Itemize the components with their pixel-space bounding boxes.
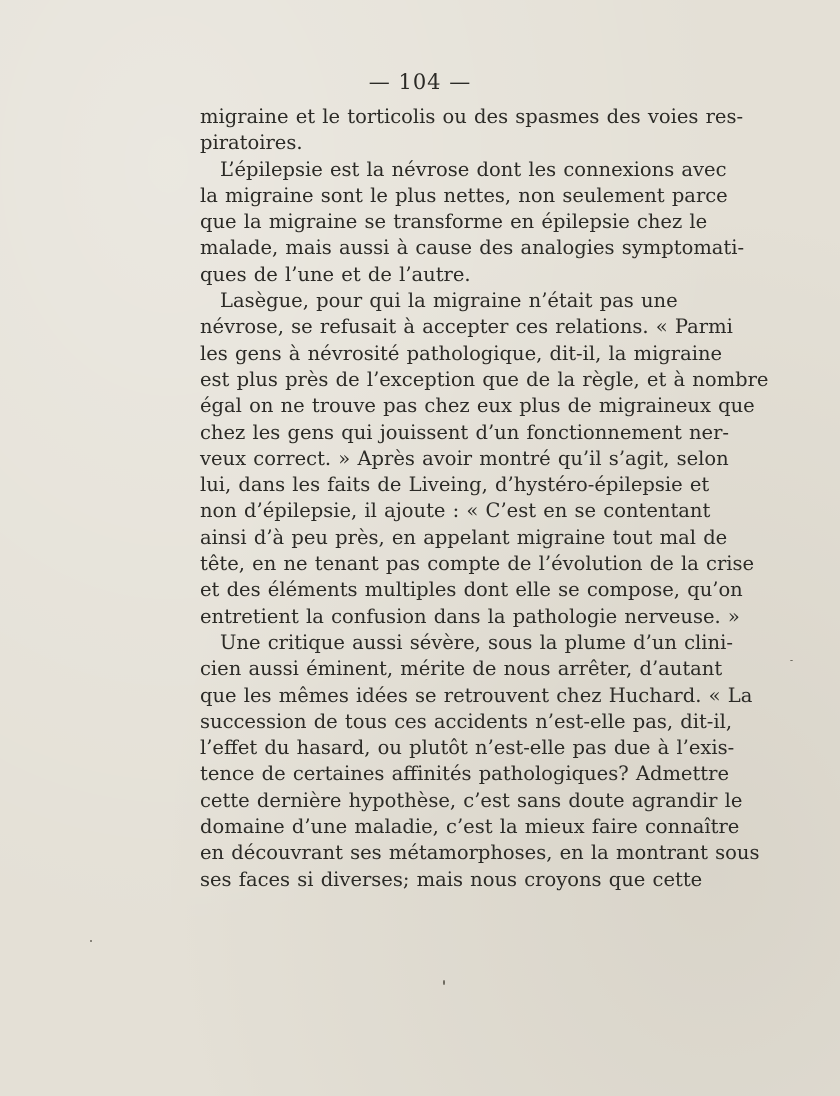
text-line: piratoires.: [200, 131, 303, 155]
text-line: chez les gens qui jouissent d’un fonctionnement ner-: [200, 420, 730, 444]
text-line: est plus près de l’exception que de la règle, et à nombre: [200, 367, 769, 391]
paper-speck: [443, 980, 445, 985]
text-line: veux correct. » Après avoir montré qu’il s’agit, selon: [200, 446, 729, 470]
text-line: Lasègue, pour qui la migraine n’était pas une: [220, 289, 678, 313]
text-line: domaine d’une maladie, c’est la mieux faire connaître: [200, 815, 740, 839]
text-line: migraine et le torticolis ou des spasmes des voies res-: [200, 105, 744, 128]
text-line: L’épilepsie est la névrose dont les connexions avec: [220, 157, 727, 181]
text-line: lui, dans les faits de Liveing, d’hystéro-épilepsie et: [200, 473, 710, 497]
text-line: cette dernière hypothèse, c’est sans doute agrandir le: [200, 788, 743, 812]
text-line: ainsi d’à peu près, en appelant migraine tout mal de: [200, 525, 728, 549]
text-line: tence de certaines affinités pathologiques? Admettre: [200, 762, 730, 786]
text-line: l’effet du hasard, ou plutôt n’est-elle pas due à l’exis-: [200, 736, 735, 760]
paper-speck: [90, 940, 92, 942]
text-line: névrose, se refusait à accepter ces relations. « Parmi: [200, 315, 733, 339]
text-line: que les mêmes idées se retrouvent chez Huchard. « La: [200, 683, 753, 707]
text-line: la migraine sont le plus nettes, non seulement parce: [200, 183, 728, 207]
text-line: et des éléments multiples dont elle se compose, qu’on: [200, 578, 743, 602]
text-line: entretient la confusion dans la pathologie nerveuse. »: [200, 604, 740, 628]
text-line: non d’épilepsie, il ajoute : « C’est en se contentant: [200, 499, 711, 523]
page-number: — 104 —: [368, 70, 472, 94]
text-line: tête, en ne tenant pas compte de l’évolution de la crise: [200, 552, 755, 576]
text-line: malade, mais aussi à cause des analogies symptomati-: [200, 236, 745, 260]
text-line: ques de l’une et de l’autre.: [200, 262, 471, 286]
paper-speck: [790, 660, 793, 661]
body-text: [200, 104, 769, 893]
text-line: succession de tous ces accidents n’est-elle pas, dit-il,: [200, 709, 733, 733]
text-line: ses faces si diverses; mais nous croyons que cette: [200, 867, 703, 891]
text-line: les gens à névrosité pathologique, dit-il, la migraine: [200, 341, 723, 365]
text-line: égal on ne trouve pas chez eux plus de migraineux que: [200, 394, 755, 418]
text-line: que la migraine se transforme en épilepsie chez le: [200, 210, 708, 234]
text-line: cien aussi éminent, mérite de nous arrêter, d’autant: [200, 657, 723, 681]
text-line: Une critique aussi sévère, sous la plume d’un clini-: [220, 630, 733, 654]
text-line: en découvrant ses métamorphoses, en la montrant sous: [200, 841, 760, 865]
